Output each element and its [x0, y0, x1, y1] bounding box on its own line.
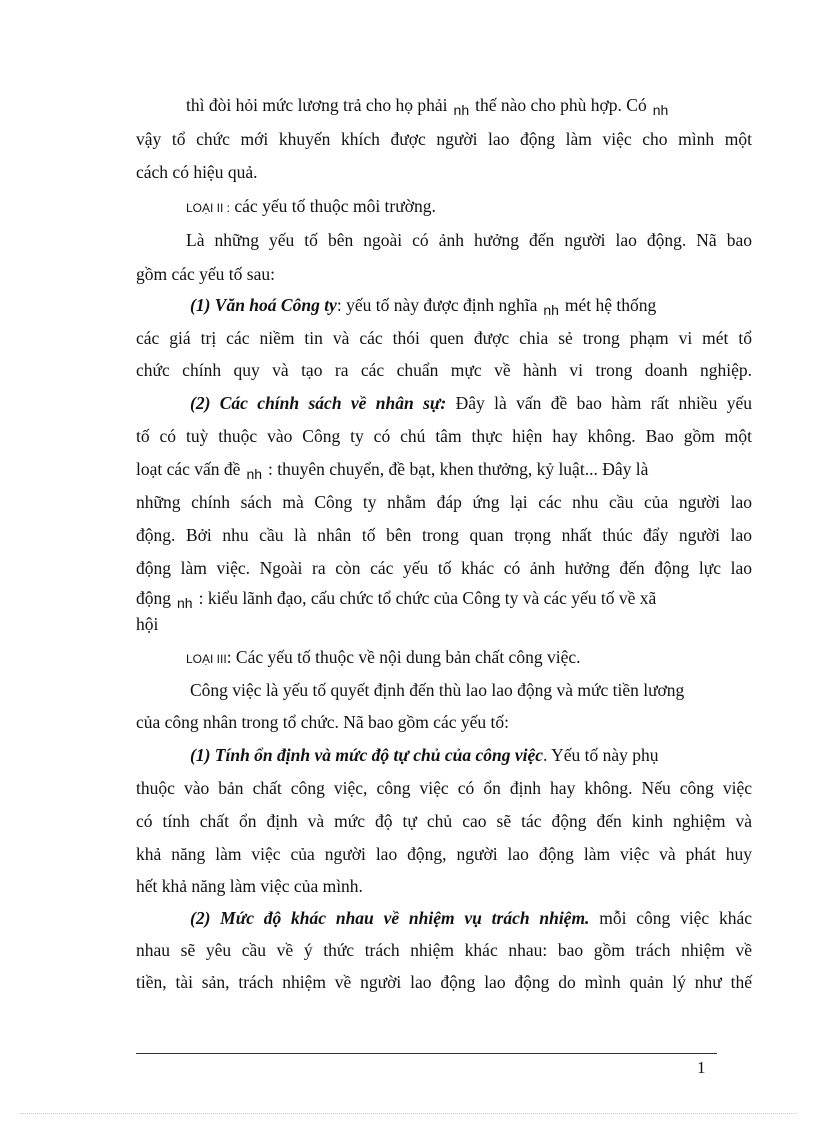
text-run: : yếu tố này được định nghĩa: [336, 295, 538, 315]
section-title: các yếu tố thuộc môi trường.: [234, 196, 436, 216]
page-number: 1: [697, 1058, 706, 1077]
paragraph-line: những chính sách mà Công ty nhằm đáp ứng lại các nhu cầu của người lao: [136, 492, 752, 512]
item-title: (1) Tính ổn định và mức độ tự chủ của công việc: [190, 745, 543, 765]
text-run: thì đòi hỏi mức lương trả cho họ phải: [186, 95, 448, 115]
paragraph-line: cách có hiệu quả.: [136, 162, 258, 182]
text-run: thế nào cho phù hợp. Có: [475, 95, 647, 115]
footer-rule: [136, 1053, 717, 1054]
paragraph-line: tiền, tài sản, trách nhiệm về người lao động lao động do mình quản lý như thế: [136, 972, 752, 992]
abbrev-nh: nh: [652, 102, 669, 118]
paragraph-line: [186, 93, 752, 118]
text-run: . Yếu tố này phụ: [542, 745, 659, 765]
paragraph-line: [190, 293, 752, 318]
item-title: (1) Văn hoá Công ty: [190, 295, 337, 315]
paragraph-line: của công nhân trong tổ chức. Nã bao gồm các yếu tố:: [136, 712, 509, 732]
paragraph-line: hết khả năng làm việc của mình.: [136, 876, 363, 896]
text-run: động: [136, 588, 171, 608]
paragraph-line: hội: [136, 614, 159, 634]
paragraph-line: vậy tổ chức mới khuyến khích được người lao động làm việc cho mình một: [136, 129, 752, 149]
section-title: : Các yếu tố thuộc về nội dung bản chất công việc.: [226, 647, 581, 667]
section-label: LOẠI II :: [186, 201, 231, 215]
item-title: (2) Các chính sách về nhân sự:: [190, 393, 447, 413]
abbrev-nh: nh: [177, 595, 193, 611]
paragraph-line: các giá trị các niềm tin và các thói quen được chia sẻ trong phạm vi mét tổ: [136, 328, 752, 348]
abbrev-nh: nh: [453, 102, 470, 118]
text-run: : thuyên chuyển, đề bạt, khen thưởng, kỷ luật... Đây là: [268, 459, 649, 479]
text-run: mỗi công việc khác: [599, 908, 752, 928]
paragraph-line: có tính chất ổn định và mức độ tự chủ cao sẽ tác động đến kinh nghiệm và: [136, 811, 752, 831]
abbrev-nh: nh: [246, 466, 263, 482]
paragraph-line: chức chính quy và tạo ra các chuẩn mực về hành vi trong doanh nghiệp.: [136, 360, 752, 380]
section-heading-loai-3: [186, 645, 802, 671]
text-run: : kiểu lãnh đạo, cấu chức tổ chức của Công ty và các yếu tố về xã: [198, 588, 657, 608]
paragraph-line: khả năng làm việc của người lao động, người lao động làm việc và phát huy: [136, 844, 752, 864]
paragraph-line: tố có tuỳ thuộc vào Công ty có chú tâm thực hiện hay không. Bao gồm một: [136, 426, 752, 446]
paragraph-line: [190, 906, 752, 930]
text-run: mét hệ thống: [564, 295, 657, 315]
paragraph-line: động. Bởi nhu cầu là nhân tố bên trong quan trọng nhất thúc đẩy người lao: [136, 525, 752, 545]
paragraph-line: Công việc là yếu tố quyết định đến thù lao lao động và mức tiền lương: [190, 680, 685, 700]
paragraph-line: [190, 391, 752, 415]
paragraph-line: thuộc vào bản chất công việc, công việc có ổn định hay không. Nếu công việc: [136, 778, 752, 798]
abbrev-nh: nh: [543, 302, 559, 318]
paragraph-line: động làm việc. Ngoài ra còn các yếu tố khác có ảnh hưởng đến động lực lao: [136, 558, 752, 578]
text-run: loạt các vấn đề: [136, 459, 241, 479]
paragraph-line: [136, 586, 752, 611]
page-bottom-border: [20, 1113, 796, 1114]
paragraph-line: nhau sẽ yêu cầu về ý thức trách nhiệm khác nhau: bao gồm trách nhiệm về: [136, 940, 752, 960]
paragraph-line: Là những yếu tố bên ngoài có ảnh hưởng đến người lao động. Nã bao: [186, 230, 752, 250]
section-heading-loai-2: [186, 194, 802, 220]
paragraph-line: [190, 743, 752, 767]
text-run: Đây là vấn đề bao hàm rất nhiều yếu: [455, 393, 753, 413]
section-label: LOẠI III: [186, 652, 227, 666]
item-title: (2) Mức độ khác nhau về nhiệm vụ trách nhiệm.: [190, 908, 590, 928]
paragraph-line: gồm các yếu tố sau:: [136, 264, 275, 284]
paragraph-line: [136, 457, 752, 482]
